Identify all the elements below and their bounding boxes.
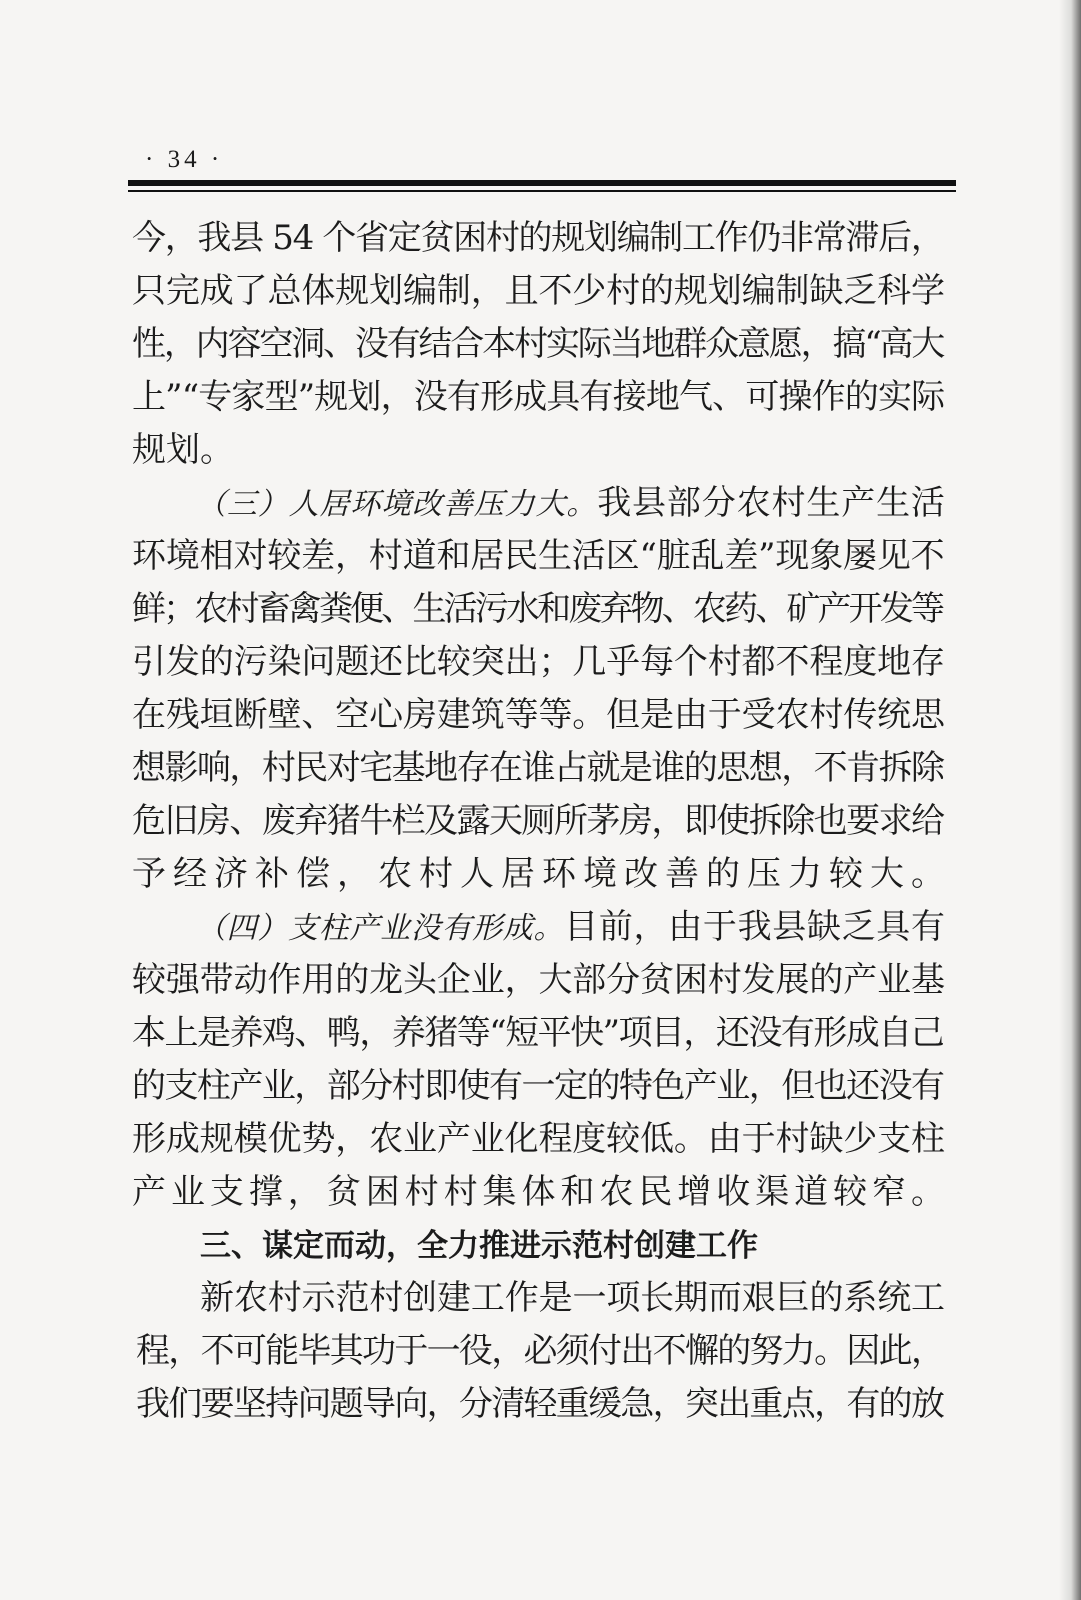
text-line: 形成规模优势，农业产业化程度较低。由于村缺少支柱 xyxy=(132,1119,945,1159)
text-line: 上”“专家型”规划，没有形成具有接地气、可操作的实际 xyxy=(132,377,945,417)
text-line: （四）支柱产业没有形成。目前，由于我县缺乏具有 xyxy=(196,907,946,947)
section-heading: 三、谋定而动，全力推进示范村创建工作 xyxy=(200,1228,758,1264)
text-line: 规划。 xyxy=(132,430,234,470)
text-line: 较强带动作用的龙头企业，大部分贫困村发展的产业基 xyxy=(132,960,945,1000)
run-in-heading: （三）人居环境改善压力大。 xyxy=(196,487,598,522)
page-edge-shadow xyxy=(1059,0,1081,1600)
section-heading-line xyxy=(200,1225,758,1266)
text-line: 我们要坚持问题导向，分清轻重缓急，突出重点，有的放 xyxy=(136,1384,944,1424)
text-line: 程，不可能毕其功于一役，必须付出不懈的努力。因此， xyxy=(136,1331,944,1371)
header-rule-thick xyxy=(128,180,956,186)
text-line: 今，我县 54 个省定贫困村的规划编制工作仍非常滞后， xyxy=(132,218,944,258)
text-line: 的支柱产业，部分村即使有一定的特色产业，但也还没有 xyxy=(132,1066,944,1106)
text-line: 环境相对较差，村道和居民生活区“脏乱差”现象屡见不 xyxy=(132,536,945,576)
text-line: （三）人居环境改善压力大。我县部分农村生产生活 xyxy=(196,483,946,523)
text-line: 只完成了总体规划编制，且不少村的规划编制缺乏科学 xyxy=(132,271,945,311)
text-line: 本上是养鸡、鸭，养猪等“短平快”项目，还没有形成自己 xyxy=(132,1013,944,1053)
text-line: 引发的污染问题还比较突出；几乎每个村都不程度地存 xyxy=(132,642,945,682)
text-line: 鲜；农村畜禽粪便、生活污水和废弃物、农药、矿产开发等 xyxy=(132,589,943,629)
text-line: 予经济补偿，农村人居环境改善的压力较大。 xyxy=(132,854,952,894)
text-line: 性，内容空洞、没有结合本村实际当地群众意愿，搞“高大 xyxy=(132,324,944,364)
header-rule-thin xyxy=(128,190,956,192)
text-line: 产业支撑，贫困村村集体和农民增收渠道较窄。 xyxy=(132,1172,950,1212)
text-line: 想影响，村民对宅基地存在谁占就是谁的思想，不肯拆除 xyxy=(132,748,944,788)
page-number: · 34 · xyxy=(145,146,224,173)
text-line: 新农村示范村创建工作是一项长期而艰巨的系统工 xyxy=(200,1278,945,1318)
text-line: 在残垣断壁、空心房建筑等等。但是由于受农村传统思 xyxy=(132,695,945,735)
text-line: 危旧房、废弃猪牛栏及露天厕所茅房，即使拆除也要求给 xyxy=(132,801,944,841)
run-in-heading: （四）支柱产业没有形成。 xyxy=(196,911,565,946)
